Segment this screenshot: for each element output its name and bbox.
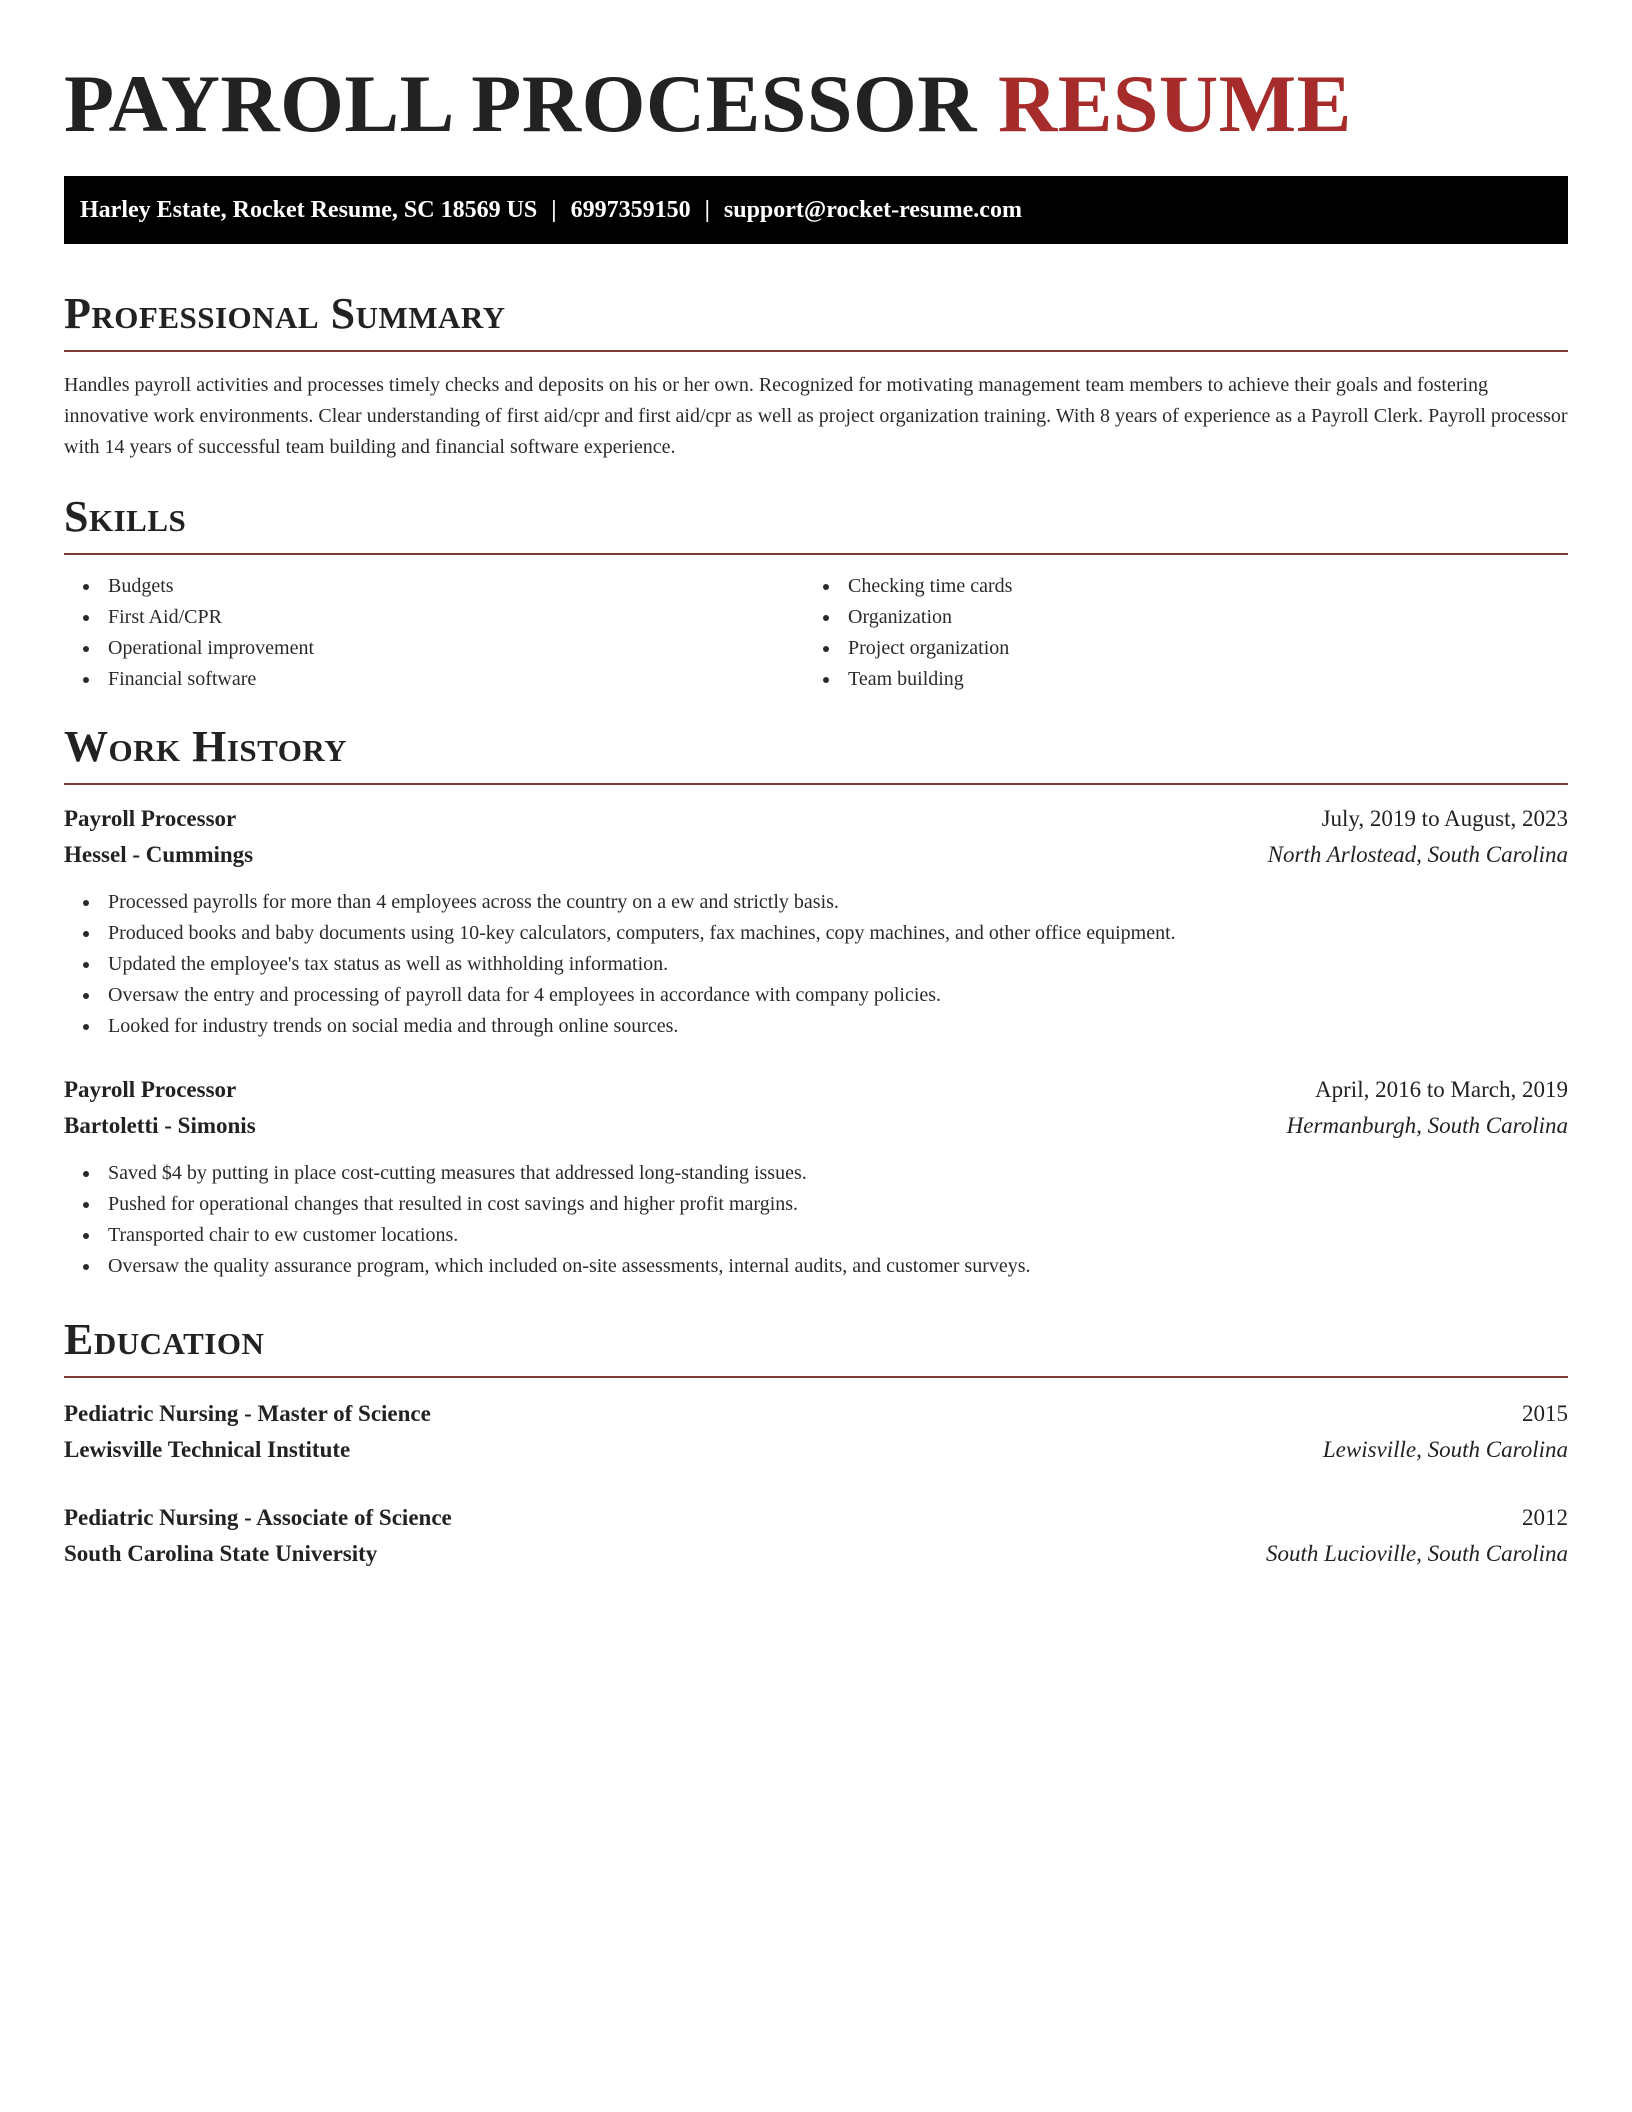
job-title-row xyxy=(64,801,1568,837)
job-dates: April, 2016 to March, 2019 xyxy=(1315,1077,1568,1102)
job-title-row xyxy=(64,1072,1568,1108)
skill-item: First Aid/CPR xyxy=(64,602,804,633)
job-bullet: Processed payrolls for more than 4 employees across the country on a ew and strictly basis. xyxy=(64,887,1568,918)
summary-text: Handles payroll activities and processes timely checks and deposits on his or her own. Recognized for motivating management team members to achieve their goals and fostering innovative work environments. Clear understanding of first aid/cpr and first aid/cpr as well as project organization training. With 8 years of experience as a Payroll Clerk. Payroll processor with 14 years of successful team building and financial software experience. xyxy=(64,374,1568,458)
job-bullets xyxy=(64,887,1568,1042)
job-bullets xyxy=(64,1158,1568,1282)
job-bullet: Looked for industry trends on social media and through online sources. xyxy=(64,1011,1568,1042)
contact-phone: 6997359150 xyxy=(570,197,691,223)
title-main: PAYROLL PROCESSOR xyxy=(64,58,977,149)
job-bullet: Produced books and baby documents using 10-key calculators, computers, fax machines, copy machines, and other office equipment. xyxy=(64,918,1568,949)
resume-title xyxy=(64,58,1568,150)
education-heading: Education xyxy=(64,1314,1568,1378)
education-degree: Pediatric Nursing - Master of Science xyxy=(64,1401,431,1426)
skill-item: Financial software xyxy=(64,664,804,695)
education-year: 2012 xyxy=(1522,1505,1568,1530)
job-location: Hermanburgh, South Carolina xyxy=(1286,1113,1568,1138)
skills-column-right xyxy=(804,571,1544,695)
job-entry xyxy=(64,801,1568,1042)
job-location: North Arlostead, South Carolina xyxy=(1267,842,1568,867)
education-school: South Carolina State University xyxy=(64,1541,378,1566)
job-bullet: Saved $4 by putting in place cost-cutting measures that addressed long-standing issues. xyxy=(64,1158,1568,1189)
resume-page xyxy=(64,0,1568,1572)
job-bullet: Oversaw the quality assurance program, which included on-site assessments, internal audits, and customer surveys. xyxy=(64,1251,1568,1282)
job-bullet: Transported chair to ew customer locations. xyxy=(64,1220,1568,1251)
job-bullet: Updated the employee's tax status as well as withholding information. xyxy=(64,949,1568,980)
skills-grid xyxy=(64,571,1568,695)
skill-item: Operational improvement xyxy=(64,633,804,664)
skill-item: Project organization xyxy=(804,633,1544,664)
job-dates: July, 2019 to August, 2023 xyxy=(1321,806,1568,831)
contact-bar xyxy=(64,176,1568,244)
summary-heading: Professional Summary xyxy=(64,288,1568,352)
job-title: Payroll Processor xyxy=(64,806,237,831)
education-degree-row xyxy=(64,1500,1568,1536)
skill-item: Budgets xyxy=(64,571,804,602)
education-entry xyxy=(64,1500,1568,1572)
skill-item: Team building xyxy=(804,664,1544,695)
skills-heading: Skills xyxy=(64,491,1568,555)
education-location: Lewisville, South Carolina xyxy=(1322,1437,1568,1462)
education-degree: Pediatric Nursing - Associate of Science xyxy=(64,1505,452,1530)
job-title: Payroll Processor xyxy=(64,1077,237,1102)
contact-address: Harley Estate, Rocket Resume, SC 18569 US xyxy=(80,197,538,223)
job-company-row xyxy=(64,1108,1568,1144)
education-degree-row xyxy=(64,1396,1568,1432)
job-entry xyxy=(64,1072,1568,1282)
education-entry xyxy=(64,1396,1568,1468)
contact-separator: | xyxy=(551,197,557,223)
skill-item: Checking time cards xyxy=(804,571,1544,602)
job-bullet: Pushed for operational changes that resulted in cost savings and higher profit margins. xyxy=(64,1189,1568,1220)
skills-column-left xyxy=(64,571,804,695)
education-school: Lewisville Technical Institute xyxy=(64,1437,351,1462)
contact-email: support@rocket-resume.com xyxy=(723,197,1022,223)
education-year: 2015 xyxy=(1522,1401,1568,1426)
job-company: Bartoletti - Simonis xyxy=(64,1113,256,1138)
education-school-row xyxy=(64,1536,1568,1572)
job-bullet: Oversaw the entry and processing of payroll data for 4 employees in accordance with company policies. xyxy=(64,980,1568,1011)
job-company-row xyxy=(64,837,1568,873)
skill-item: Organization xyxy=(804,602,1544,633)
work-history-heading: Work History xyxy=(64,721,1568,785)
job-company: Hessel - Cummings xyxy=(64,842,254,867)
education-location: South Lucioville, South Carolina xyxy=(1266,1541,1568,1566)
title-accent: RESUME xyxy=(997,58,1352,149)
education-school-row xyxy=(64,1432,1568,1468)
contact-separator: | xyxy=(704,197,710,223)
